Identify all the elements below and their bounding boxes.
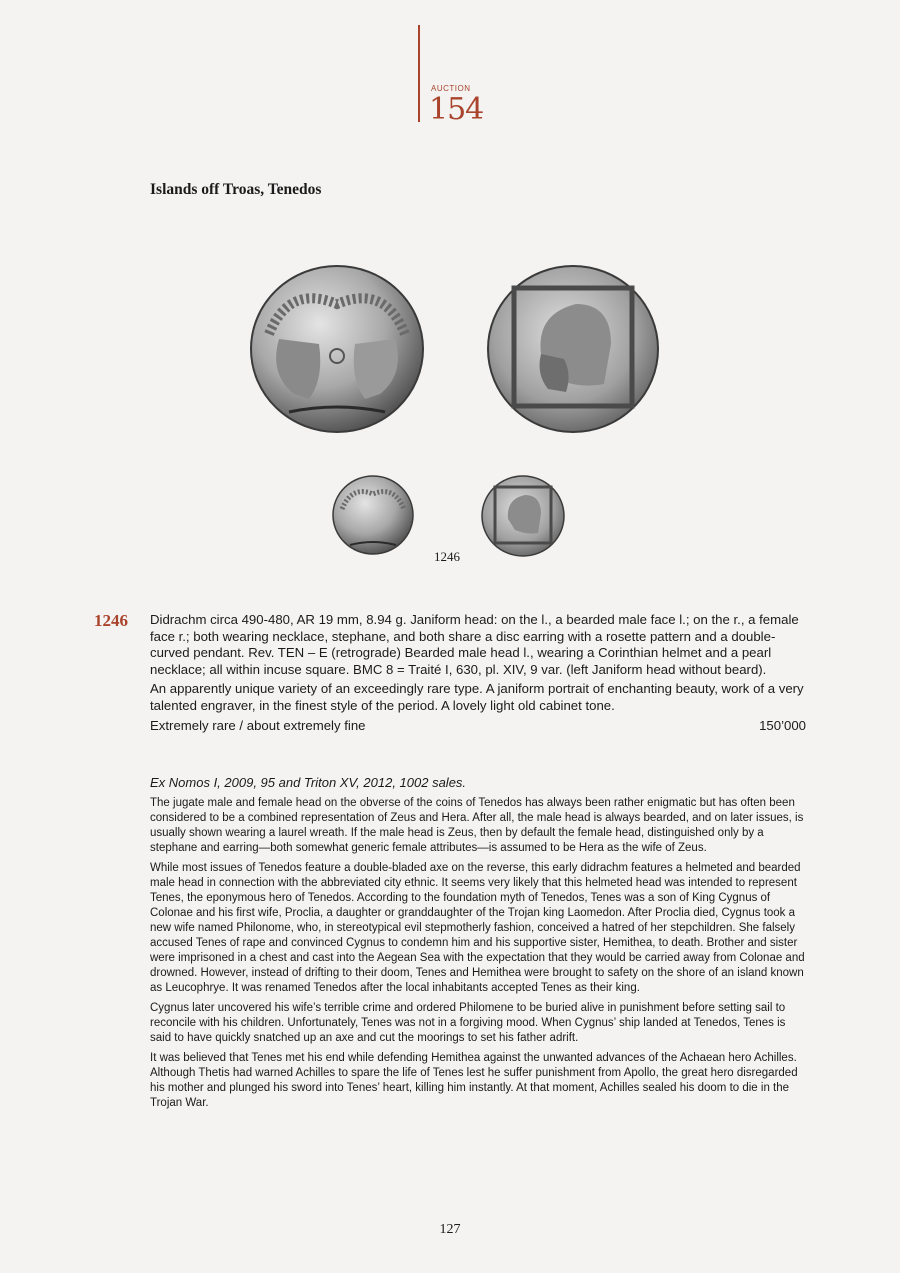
essay-paragraph: While most issues of Tenedos feature a double-bladed axe on the reverse, this early didrachm features a helmeted and bearded male head in connection with the abbreviated city ethnic. It seems very likely that this helmeted head was intended to represent Tenes, the eponymous hero of Tenedos. According to the foundation myth of Tenedos, Tenes was a son of King Cygnus of Colonae and his first wife, Proclia, a daughter or granddaughter of the Trojan king Laomedon. After Proclia died, Cygnus took a new wife named Philonome, who, in stereotypical evil stepmotherly fashion, conceived a hatred of her stepchildren. She falsely accused Tenes of rape and convinced Cygnus to condemn him and his supportive sister, Hemithea, to death. Brother and sister were imprisoned in a chest and cast into the Aegean Sea with the expectation that they would be carried away from Colonae and drowned. However, instead of drifting to their doom, Tenes and Hemithea were brought to safety on the shore of an island known as Leucophrye. It was renamed Tenedos after the local inhabitants accepted Tenes as their king. <box>150 862 805 994</box>
coin-reverse-large <box>486 264 660 434</box>
auction-label: AUCTION <box>431 84 471 93</box>
coin-obverse-large <box>249 264 425 434</box>
image-caption: 1246 <box>434 549 460 564</box>
lot-comment: An apparently unique variety of an exceedingly rare type. A janiform portrait of enchanting beauty, work of a very talented engraver, in the finest style of the period. A lovely light old cabinet tone. <box>150 681 804 713</box>
lot-entry <box>150 612 806 734</box>
auction-number: 154 <box>429 92 484 127</box>
coin-obverse-small <box>332 475 414 555</box>
essay-paragraph: It was believed that Tenes met his end while defending Hemithea against the unwanted advances of the Achaean hero Achilles. Although Thetis had warned Achilles to spare the life of Tenes lest he suffer punishment from Apollo, the great hero disregarded his mother and plunged his sword into Tenes’ heart, killing him instantly. At that moment, Achilles sealed his doom to die in the Trojan War. <box>150 1052 798 1109</box>
brand-rule <box>418 25 420 122</box>
coin-reverse-small <box>481 475 565 557</box>
page-number: 127 <box>439 1222 461 1237</box>
grade-row <box>150 718 806 735</box>
essay <box>150 796 806 1116</box>
lot-number: 1246 <box>94 611 128 630</box>
essay-paragraph: The jugate male and female head on the obverse of the coins of Tenedos has always been rather enigmatic but has often been considered to be a combined representation of Zeus and Hera. After all, the male head is always bearded, and on later issues, is usually shown wearing a laurel wreath. If the male head is Zeus, then by default the female head, distinguished only by a stephane and earring—both somewhat generic female attributes—is assumed to be Hera as the wife of Zeus. <box>150 797 804 854</box>
lot-grade: Extremely rare / about extremely fine <box>150 717 366 733</box>
section-title: Islands off Troas, Tenedos <box>150 181 322 198</box>
lot-estimate: 150’000 <box>759 717 806 733</box>
provenance: Ex Nomos I, 2009, 95 and Triton XV, 2012, 1002 sales. <box>150 775 467 790</box>
lot-description: Didrachm circa 490-480, AR 19 mm, 8.94 g. Janiform head: on the l., a bearded male face l.; on the r., a female face r.; both wearing necklace, stephane, and both share a disc earring with a rosette pattern and a double-curved pendant. Rev. TEN – E (retrograde) Bearded male head l., wearing a Corinthian helmet and a pearl necklace; all within incuse square. BMC 8 = Traité I, 630, pl. XIV, 9 var. (left Janiform head without beard). <box>150 612 799 677</box>
essay-paragraph: Cygnus later uncovered his wife’s terrible crime and ordered Philomene to be buried alive in punishment before setting sail to reconcile with his children. Unfortunately, Tenes was not in a forgiving mood. When Cygnus’ ship landed at Tenedos, Tenes is said to have quickly snatched up an axe and cut the moorings to set his father adrift. <box>150 1002 786 1044</box>
